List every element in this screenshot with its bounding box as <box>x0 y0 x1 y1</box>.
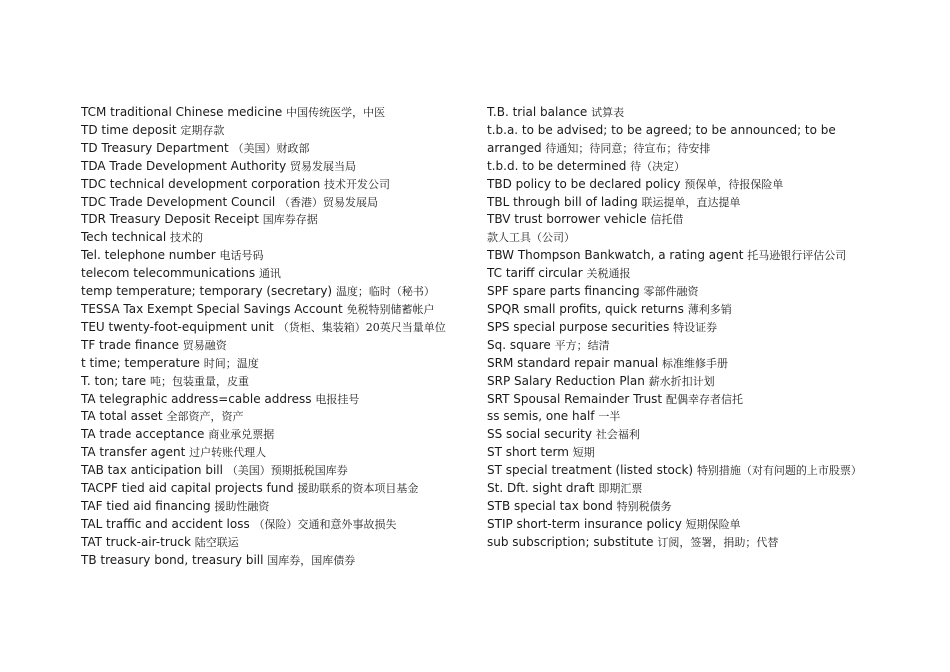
entry-english: TDA Trade Development Authority <box>81 158 287 173</box>
entry-english: STB special tax bond <box>487 498 613 513</box>
entry-english: T. ton; tare <box>81 373 147 388</box>
entry-english: sub subscription; substitute <box>487 534 654 549</box>
entry-english: t.b.d. to be determined <box>487 158 627 173</box>
entry-chinese: （香港）贸易发展局 <box>279 195 379 209</box>
glossary-entry <box>487 176 867 194</box>
entry-english: SS social security <box>487 427 592 442</box>
entry-english: TB treasury bond, treasury bill <box>81 552 264 567</box>
entry-chinese: （货柜、集装箱）20英尺当量单位 <box>277 320 446 334</box>
entry-english: TEU twenty-foot-equipment unit <box>81 319 274 334</box>
entry-english: temp temperature; temporary (secretary) <box>81 284 333 299</box>
glossary-entry <box>81 408 473 426</box>
entry-chinese: 社会福利 <box>595 428 640 442</box>
entry-chinese: 特别税债务 <box>616 499 672 513</box>
entry-chinese: 技术开发公司 <box>324 177 391 191</box>
glossary-entry <box>487 516 867 534</box>
entry-english: TBV trust borrower vehicle <box>487 212 647 227</box>
entry-chinese: 待（决定） <box>630 159 686 173</box>
entry-chinese: 国库券，国库债券 <box>267 553 356 567</box>
glossary-entry <box>81 391 473 409</box>
glossary-entry <box>81 373 473 391</box>
entry-english: TA transfer agent <box>81 445 186 460</box>
entry-chinese: 即期汇票 <box>598 482 643 496</box>
entry-chinese: 陆空联运 <box>194 535 239 549</box>
entry-english: Tel. telephone number <box>81 248 216 263</box>
entry-chinese: 技术的 <box>170 231 204 245</box>
entry-english: TBW Thompson Bankwatch, a rating agent <box>487 248 744 263</box>
entry-english: TAL traffic and accident loss <box>81 516 250 531</box>
entry-chinese: 吨；包装重量，皮重 <box>149 374 249 388</box>
glossary-entry-continuation <box>487 229 867 247</box>
glossary-entry <box>487 158 867 176</box>
entry-chinese: 援助联系的资本项目基金 <box>297 482 419 496</box>
glossary-entry <box>487 301 867 319</box>
glossary-entry <box>81 426 473 444</box>
entry-chinese: 短期保险单 <box>685 517 741 531</box>
entry-english: T.B. trial balance <box>487 105 588 119</box>
entry-chinese: 贸易发展当局 <box>290 159 357 173</box>
entry-chinese: 关税通报 <box>586 267 631 281</box>
glossary-entry <box>81 319 473 337</box>
glossary-entry <box>487 408 867 426</box>
entry-chinese: 联运提单，直达提单 <box>641 195 741 209</box>
glossary-entry <box>487 462 867 480</box>
entry-chinese: （保险）交通和意外事故损失 <box>253 517 397 531</box>
glossary-entry <box>487 122 867 158</box>
entry-chinese: 过户转账代理人 <box>189 446 267 460</box>
right-column <box>487 104 867 552</box>
entry-english: TA total asset <box>81 409 163 424</box>
entry-english: ST special treatment (listed stock) <box>487 463 694 478</box>
entry-english: TAF tied aid financing <box>81 498 211 513</box>
glossary-entry <box>81 283 473 301</box>
entry-chinese: 薄利多销 <box>687 302 732 316</box>
glossary-entry <box>81 301 473 319</box>
glossary-entry <box>487 355 867 373</box>
entry-english: St. Dft. sight draft <box>487 481 595 496</box>
entry-chinese: 试算表 <box>591 106 625 119</box>
entry-english: TDR Treasury Deposit Receipt <box>81 212 259 227</box>
glossary-entry <box>81 337 473 355</box>
entry-english: ST short term <box>487 445 569 460</box>
entry-chinese: 订阅，签署，捐助；代替 <box>657 535 779 549</box>
glossary-entry <box>487 265 867 283</box>
glossary-entry <box>81 211 473 229</box>
entry-chinese: 一半 <box>598 410 621 424</box>
entry-chinese: 时间；温度 <box>203 356 259 370</box>
entry-chinese: 贸易融资 <box>182 338 227 352</box>
entry-english: telecom telecommunications <box>81 266 256 281</box>
entry-english: TD time deposit <box>81 122 177 137</box>
entry-english: TACPF tied aid capital projects fund <box>81 481 294 496</box>
entry-chinese: 款人工具（公司） <box>487 231 575 245</box>
glossary-entry <box>487 283 867 301</box>
entry-chinese: 零部件融资 <box>643 285 699 299</box>
glossary-entry <box>81 265 473 283</box>
glossary-entry <box>81 229 473 247</box>
entry-chinese: 短期 <box>572 446 595 460</box>
glossary-entry <box>487 480 867 498</box>
entry-english: SRP Salary Reduction Plan <box>487 373 645 388</box>
entry-chinese: 特别措施（对有问题的上市股票） <box>696 464 862 478</box>
glossary-entry <box>81 534 473 552</box>
entry-chinese: 信托借 <box>650 213 684 227</box>
glossary-entry <box>487 498 867 516</box>
entry-chinese: 特设证券 <box>673 320 718 334</box>
entry-english: TDC technical development corporation <box>81 176 321 191</box>
glossary-entry <box>81 176 473 194</box>
entry-english: TESSA Tax Exempt Special Savings Account <box>81 301 343 316</box>
entry-english: SPQR small profits, quick returns <box>487 301 684 316</box>
entry-english: SPS special purpose securities <box>487 319 670 334</box>
glossary-entry <box>81 462 473 480</box>
entry-english: Sq. square <box>487 337 551 352</box>
glossary-entry <box>487 337 867 355</box>
glossary-entry <box>81 444 473 462</box>
entry-english: TA telegraphic address=cable address <box>81 391 312 406</box>
entry-english: TBD policy to be declared policy <box>487 176 681 191</box>
glossary-entry <box>487 319 867 337</box>
entry-chinese: 免税特别储蓄帐户 <box>346 302 435 316</box>
entry-english: TCM traditional Chinese medicine <box>81 105 283 119</box>
glossary-entry <box>487 211 867 229</box>
entry-english: TAB tax anticipation bill <box>81 463 223 478</box>
entry-chinese: 中国传统医学，中医 <box>286 106 386 119</box>
entry-english: TD Treasury Department <box>81 140 229 155</box>
glossary-entry <box>81 480 473 498</box>
glossary-entry <box>487 373 867 391</box>
entry-english: ss semis, one half <box>487 409 595 424</box>
glossary-entry <box>81 552 473 570</box>
entry-chinese: 托马逊银行评估公司 <box>747 249 847 263</box>
entry-chinese: 定期存款 <box>180 123 225 137</box>
entry-english: TDC Trade Development Council <box>81 194 276 209</box>
entry-english: TF trade finance <box>81 337 179 352</box>
entry-chinese: 配偶幸存者信托 <box>665 392 743 406</box>
entry-english: SRM standard repair manual <box>487 355 659 370</box>
entry-english: SRT Spousal Remainder Trust <box>487 391 663 406</box>
entry-chinese: （美国）财政部 <box>232 141 310 155</box>
glossary-entry <box>81 516 473 534</box>
entry-english: SPF spare parts financing <box>487 284 640 299</box>
glossary-entry <box>81 247 473 265</box>
entry-chinese: 标准维修手册 <box>662 356 729 370</box>
entry-english: t time; temperature <box>81 355 200 370</box>
entry-chinese: 全部资产，资产 <box>166 410 244 424</box>
entry-chinese: （美国）预期抵税国库券 <box>226 464 348 478</box>
glossary-entry <box>487 534 867 552</box>
glossary-entry <box>487 444 867 462</box>
glossary-entry <box>81 158 473 176</box>
entry-chinese: 通讯 <box>258 267 281 281</box>
glossary-entry <box>81 355 473 373</box>
left-column <box>81 104 473 570</box>
glossary-entry <box>487 391 867 409</box>
glossary-entry <box>487 426 867 444</box>
entry-chinese: 电话号码 <box>219 249 264 263</box>
entry-english: TA trade acceptance <box>81 427 205 442</box>
entry-chinese: 国库券存据 <box>262 213 318 227</box>
entry-chinese: 电报挂号 <box>315 392 360 406</box>
entry-english: STIP short-term insurance policy <box>487 516 682 531</box>
entry-chinese: 预保单，待报保险单 <box>684 177 784 191</box>
glossary-entry <box>81 122 473 140</box>
entry-english: Tech technical <box>81 230 167 245</box>
entry-english: TC tariff circular <box>487 266 583 281</box>
entry-english: TAT truck-air-truck <box>81 534 191 549</box>
entry-english: t.b.a. to be advised; to be agreed; to be announced; to be arranged <box>487 122 836 155</box>
entry-chinese: 商业承兑票据 <box>208 428 275 442</box>
entry-chinese: 援助性融资 <box>214 499 270 513</box>
glossary-entry <box>81 194 473 212</box>
glossary-entry <box>487 247 867 265</box>
entry-chinese: 平方；结清 <box>554 338 610 352</box>
entry-english: TBL through bill of lading <box>487 194 638 209</box>
glossary-entry <box>81 498 473 516</box>
glossary-entry <box>81 140 473 158</box>
entry-chinese: 温度；临时（秘书） <box>335 285 435 299</box>
glossary-entry <box>487 104 867 122</box>
glossary-entry <box>487 194 867 212</box>
entry-chinese: 薪水折扣计划 <box>648 374 715 388</box>
glossary-entry <box>81 104 473 122</box>
entry-chinese: 待通知；待同意；待宣布；待安排 <box>545 141 711 155</box>
